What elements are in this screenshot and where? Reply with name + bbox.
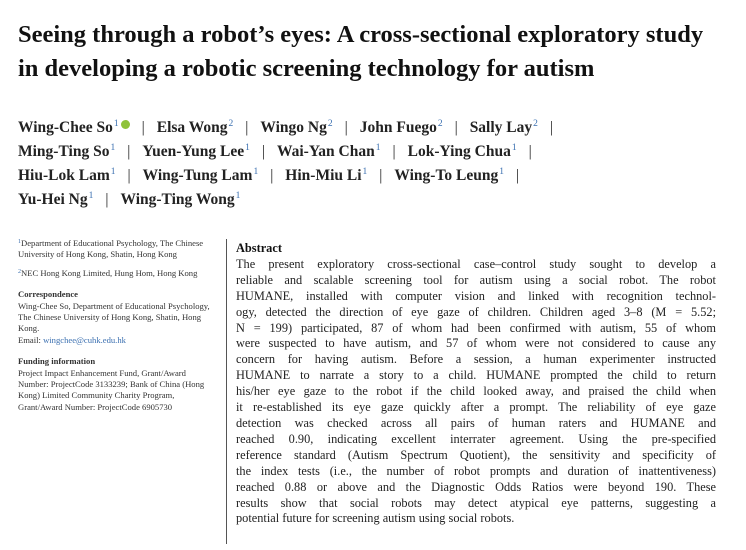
affiliation-marker[interactable]: 2	[327, 119, 333, 129]
author-name[interactable]: Lok-Ying Chua$^1$	[407, 143, 517, 160]
author-separator: |	[515, 167, 520, 184]
funding-text: Project Impact Enhancement Fund, Grant/Award Number: ProjectCode 3133239; Bank of China (Hong Kong) Limited Community Charity Program, Grant/Award Number: ProjectCode 6905730	[18, 367, 205, 412]
abstract-line: it re-established its eye gaze quickly after a prompt. The reliability of eye gaze	[236, 400, 716, 415]
affiliation-marker[interactable]: 1	[362, 167, 368, 177]
affiliation-1	[18, 237, 218, 261]
author-separator: |	[141, 119, 145, 136]
abstract-line: the index tests (i.e., the number of robot prompts and duration of inattentiveness)	[236, 463, 716, 478]
abstract-line: ogy, detected the direction of eye gaze of children. Children aged 3–8 (M = 5.52;	[236, 304, 716, 319]
author-separator: |	[454, 119, 458, 136]
affiliation-marker[interactable]: 1	[110, 143, 116, 153]
article-title	[18, 18, 718, 86]
author-row	[18, 112, 733, 136]
author-name[interactable]: Wingo Ng$^2$	[260, 119, 333, 136]
author-separator: |	[549, 119, 553, 136]
article-info-sidebar	[18, 237, 218, 413]
author-name[interactable]: Wai-Yan Chan$^1$	[276, 143, 381, 160]
affiliation-marker[interactable]: 1	[375, 143, 381, 153]
author-separator: |	[270, 167, 274, 184]
title-line: in developing a robotic screening technology for autism	[18, 55, 595, 82]
author-separator: |	[528, 143, 532, 160]
author-row	[18, 160, 733, 184]
affiliation-marker[interactable]: 1	[253, 167, 259, 177]
abstract-line: his/her eye gaze to the robot if the child looked away, and praised the child when	[236, 384, 716, 399]
affiliation-marker[interactable]: 1	[511, 143, 517, 153]
affiliation-marker: 1	[18, 239, 21, 245]
correspondence-email-link[interactable]: wingchee@cuhk.edu.hk	[43, 334, 126, 345]
title-line: Seeing through a robot’s eyes: A cross-sectional exploratory study	[18, 21, 704, 48]
author-separator: |	[392, 143, 396, 160]
orcid-icon[interactable]	[121, 120, 130, 129]
affiliation-marker[interactable]: 1	[245, 143, 250, 153]
affiliation-text: Department of Educational Psychology, The Chinese University of Hong Kong, Shatin, Hong Kong	[18, 238, 204, 260]
author-separator: |	[245, 119, 249, 136]
author-separator: |	[379, 167, 383, 184]
email-label: Email:	[18, 334, 41, 345]
affiliation-marker[interactable]: 1	[235, 191, 241, 201]
author-name[interactable]: Yuen-Yung Lee$^1$	[142, 143, 250, 160]
correspondence-address: Wing-Chee So, Department of Educational Psychology, The Chinese University of Hong Kong, Shatin, Hong Kong.	[18, 300, 210, 334]
abstract-heading: Abstract	[236, 241, 282, 255]
affiliation-text: NEC Hong Kong Limited, Hung Hom, Hong Kong	[21, 267, 198, 278]
author-name[interactable]: Wing-To Leung$^1$	[394, 167, 504, 184]
author-name[interactable]: John Fuego$^2$	[359, 119, 443, 136]
author-name[interactable]: Hiu-Lok Lam$^1$	[18, 167, 116, 184]
affiliation-marker[interactable]: 1	[110, 167, 116, 177]
author-name[interactable]: Yu-Hei Ng$^1$	[18, 191, 94, 208]
abstract-line: reliable and scalable screening tool for autism using a social robot. The robot	[236, 272, 716, 287]
abstract-line: HUMANE, installed with computer vision and linked with recognition technol-	[236, 288, 716, 303]
column-divider	[226, 239, 227, 544]
author-name[interactable]: Wing-Tung Lam$^1$	[142, 167, 259, 184]
abstract-section	[236, 241, 716, 527]
correspondence-email-line	[18, 335, 218, 346]
affiliation-2	[18, 267, 218, 279]
correspondence-text	[18, 301, 218, 335]
author-row	[18, 136, 733, 160]
author-separator: |	[344, 119, 348, 136]
author-separator: |	[261, 143, 265, 160]
abstract-line: concern for having autism. Before a session, a human experimenter instructed	[236, 352, 716, 367]
author-list	[18, 112, 733, 208]
abstract-line: were suspected to have autism, and 57 of whom were not considered to cause any	[236, 336, 716, 351]
abstract-line: The present exploratory cross-sectional case–control study sought to develop a	[236, 256, 716, 271]
author-name[interactable]: Hin-Miu Li$^1$	[285, 167, 368, 184]
author-name[interactable]: Wing-Chee So$^1$	[18, 119, 130, 136]
affiliation-marker[interactable]: 2	[437, 119, 443, 129]
abstract-line: results show that social robots may detect atypical eye patterns, suggesting a	[236, 495, 716, 510]
author-separator: |	[105, 191, 109, 208]
abstract-line: detection was checked across all pairs of human raters and HUMANE and	[236, 415, 716, 430]
author-name[interactable]: Wing-Ting Wong$^1$	[120, 191, 241, 208]
abstract-line: HUMANE to narrate a story to a child. HUMANE prompted the child to return	[236, 368, 716, 383]
correspondence-label: Correspondence	[18, 289, 78, 300]
abstract-line: reached 0.88 or above and the Diagnostic Odds Ratios were beyond 190. These	[236, 479, 716, 494]
abstract-line: N = 199) participated, 87 of whom had been confirmed with autism, 55 of whom	[236, 320, 716, 335]
affiliation-marker[interactable]: 2	[228, 119, 234, 129]
affiliation-marker: 2	[18, 268, 21, 275]
author-separator: |	[127, 143, 131, 160]
abstract-line: reached 0.90, indicating excellent interrater agreement. Using the pre-specified	[236, 431, 716, 446]
affiliation-marker[interactable]: 1	[113, 119, 119, 129]
author-row	[18, 184, 733, 208]
abstract-line: reference standard (Autism Spectrum Quotient), the sensitivity and specificity of	[236, 447, 716, 462]
author-name[interactable]: Ming-Ting So$^1$	[18, 143, 116, 160]
affiliation-marker[interactable]: 1	[499, 167, 504, 177]
funding-label: Funding information	[18, 356, 96, 367]
affiliation-marker[interactable]: 1	[88, 191, 94, 201]
abstract-line: potential future for screening autism using social robots.	[236, 511, 515, 526]
affiliation-marker[interactable]: 2	[533, 119, 538, 129]
author-name[interactable]: Sally Lay$^2$	[469, 119, 538, 136]
abstract-body	[236, 257, 716, 527]
author-separator: |	[127, 167, 131, 184]
author-name[interactable]: Elsa Wong$^2$	[156, 119, 234, 136]
